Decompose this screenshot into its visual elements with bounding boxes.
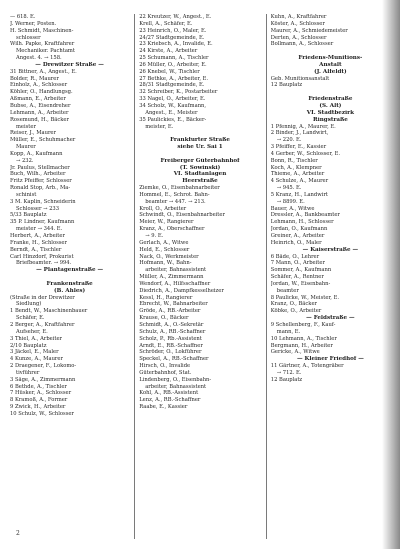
directory-entry: Schröder, O., Lokführer <box>139 349 202 356</box>
directory-entry: Briefbeamter. → 994. <box>16 260 72 267</box>
directory-entry: Sommer, A., Kaufmann <box>270 267 332 274</box>
directory-entry: 5 Kranz, H., Landwirt <box>270 191 328 198</box>
directory-entry: Ebrecht, W., Bahnarbeiter <box>139 301 208 308</box>
directory-entry: Schmidt, A., O.-Sekretär <box>139 321 204 328</box>
directory-entry: → 9. E. <box>145 233 164 239</box>
directory-entry: 2/10 Bauplatz <box>10 342 47 349</box>
directory-entry: Speckel, A., RB.-Schaffner <box>139 356 209 363</box>
directory-entry: 12 Bauplatz <box>270 82 303 89</box>
spacer-line <box>139 130 261 137</box>
directory-entry: Bubse, A., Eisendreher <box>10 102 71 109</box>
directory-entry: 10 Lehmann, A., Tischler <box>270 335 337 342</box>
directory-entry: Buch, Wilh., Arbeiter <box>10 171 66 178</box>
directory-entry: arbeiter, Bahnassistent <box>145 267 207 274</box>
spacer-line <box>271 48 390 55</box>
directory-entry: Müller, A., Zimmermann <box>139 274 204 281</box>
directory-entry: Hofmann, W., Bahn- <box>139 260 192 267</box>
directory-entry: Hirsch, O., Invalide <box>139 363 191 370</box>
directory-entry: Bollmann, A., Schlosser <box>270 41 334 48</box>
directory-entry: 2 Berger, A., Kraftfahrer <box>10 321 75 328</box>
directory-entry: Krell, A., Schäfer, E. <box>139 20 193 27</box>
directory-entry: H. Schmidt, Maschinen- <box>10 27 74 34</box>
section-heading: siehe Ur. Sai 1 <box>177 144 223 151</box>
directory-entry: 4 Kunze, A., Maurer <box>10 356 63 363</box>
directory-entry: 12 Bauplatz <box>270 376 303 383</box>
directory-entry: Jordan, W., Eisenbahn- <box>270 280 331 287</box>
directory-entry: beamter <box>276 287 299 294</box>
directory-entry: 3 M. Kaplin, Schneiderin <box>10 198 76 205</box>
section-heading: Anstalt <box>319 61 342 68</box>
directory-entry: Lehmann, H., Schlosser <box>270 219 334 226</box>
directory-entry: Angest. 4. → 158. <box>16 55 62 62</box>
directory-entry: Hommel, E., Schrot. Bahn- <box>139 191 210 198</box>
directory-entry: 3 Jäckel, E., Maler <box>10 349 59 356</box>
section-heading: Frankenstraße <box>46 280 93 287</box>
section-heading: Friedens-Munitions- <box>298 55 363 62</box>
directory-entry: 26 Knebel, W., Tischler <box>139 68 200 75</box>
directory-entry: 8 Kramoß, A., Former <box>10 397 68 404</box>
directory-entry: 35 P. Lindner, Kaufmann <box>10 219 75 226</box>
section-heading: — Kleiner Friedhof — <box>296 356 364 363</box>
directory-entry: Rosemund, H., Bäcker <box>10 116 69 123</box>
directory-entry: Wilh. Papke, Kraftfahrer <box>10 41 75 48</box>
directory-entry: Reiser, J., Maurer <box>10 130 56 137</box>
section-heading: Heerstraße <box>182 178 218 185</box>
directory-entry: Kranz, A., Oberschaffner <box>139 226 205 233</box>
directory-entry: Dressler, A., Bankbeamter <box>270 212 340 219</box>
directory-entry: Nack, O., Werkmeister <box>139 253 199 260</box>
directory-entry: Kroll, O., Arbeiter <box>139 205 187 212</box>
directory-entry: meister, E. <box>145 123 174 130</box>
section-heading: (S. Alt) <box>319 102 342 109</box>
directory-entry: Thieme, A., Arbeiter <box>270 171 325 178</box>
column-1 <box>10 14 129 539</box>
directory-entry: Berndt, A., Tischler <box>10 246 62 253</box>
directory-entry: — 618. E. <box>10 14 36 20</box>
spacer-line <box>139 151 261 158</box>
directory-entry: → 220. E. <box>276 137 302 144</box>
directory-entry: Meier, W., Rangierer <box>139 219 194 226</box>
directory-entry: Held, E., Schlosser <box>139 246 190 253</box>
directory-entry: Ronald Stop, Arb., Ma- <box>10 185 71 192</box>
directory-entry: 1 Bendt, W., Maschinenbauer <box>10 308 88 315</box>
directory-entry: Maurer, A., Schmiedemeister <box>270 27 348 34</box>
directory-entry: 4 Schulze, A., Maurer <box>270 178 329 185</box>
directory-entry: Fritz Pfeiffer, Schlosser <box>10 178 72 185</box>
directory-entry: 24 Kirste, A., Arbeiter <box>139 48 198 55</box>
section-heading: VI. Stadtbezirk <box>306 109 354 116</box>
directory-entry: 7 Hüsker, A., Schlosser <box>10 390 72 397</box>
directory-entry: 11 Gärtner, A., Totengräber <box>270 363 344 370</box>
directory-entry: 6 Bäde, O., Lehrer <box>270 253 320 260</box>
directory-entry: Schlosser → 233 <box>16 205 60 212</box>
directory-entry: Carl Hinzdorf, Prokurist <box>10 253 74 260</box>
directory-entry: 6 Bethde, A., Tischler <box>10 383 67 390</box>
section-heading: Frankfurter Straße <box>170 137 230 144</box>
directory-entry: Gericke, A., Witwe <box>270 349 320 356</box>
directory-entry: 10 Schulz, W., Schlosser <box>10 410 74 417</box>
directory-entry: → 712. E. <box>276 369 302 376</box>
spacer-line <box>271 89 390 96</box>
directory-entry: 34 Scholz, W., Kaufmann, <box>139 102 207 109</box>
directory-entry: Güterbahnhof, Stat. <box>139 369 192 376</box>
directory-entry: (Straße in der Drewitzer <box>10 294 75 301</box>
directory-entry: 3 Pfeiffer, E., Kassier <box>270 144 327 151</box>
directory-entry: 32 Schreiber, K., Postarbeiter <box>139 89 218 96</box>
directory-entry: 4 Gerber, W., Schlosser, E. <box>270 150 341 157</box>
directory-entry: mann, E. <box>276 328 301 335</box>
directory-entry: Schäfer, E. <box>16 315 45 322</box>
directory-entry: 3 Thiel, A., Arbeiter <box>10 335 63 342</box>
spacer-line <box>10 274 129 281</box>
section-heading: — Drewitzer Straße — <box>35 61 104 68</box>
section-heading: — Plantagenstraße — <box>36 267 104 274</box>
directory-entry: Franke, H., Schlosser <box>10 239 67 246</box>
directory-entry: 2 Draegener, F., Lokomo- <box>10 363 77 370</box>
directory-entry: Lenz, A., RB.-Schaffner <box>139 397 201 404</box>
directory-entry: 28/31 Stadtgemeinde, E. <box>139 82 205 89</box>
directory-entry: Jr. Paulus, Stellmacher <box>10 164 70 171</box>
directory-entry: Bauer, A., Witwe <box>270 205 315 212</box>
directory-entry: 24/27 Stadtgemeinde, E. <box>139 34 205 41</box>
directory-entry: 9 Zwick, H., Arbeiter <box>10 404 66 411</box>
directory-entry: Aufseher, E. <box>16 328 48 335</box>
directory-entry: 7 Mann, O., Arbeiter <box>270 260 325 267</box>
directory-entry: Köhler, O., Handlungsg. <box>10 89 73 96</box>
directory-entry: 8 Paulicke, W., Meister, E. <box>270 294 340 301</box>
section-heading: — Kaiserstraße — <box>302 246 359 253</box>
directory-entry: Diedrich, A., Dampfkesselheizer <box>139 287 224 294</box>
directory-entry: meister <box>16 123 36 130</box>
directory-entry: Aßmann, E., Arbeiter <box>10 96 66 103</box>
directory-entry: 5/33 Bauplatz <box>10 212 47 219</box>
directory-entry: arbeiter, Bahnassistent <box>145 383 207 390</box>
page-mark: 2 <box>16 530 20 537</box>
directory-entry: 1 Pfennig, A., Maurer, E. <box>270 123 336 130</box>
directory-entry: 9 Schellenberg, F., Kauf- <box>270 321 336 328</box>
directory-entry: Siedlung) <box>16 301 42 308</box>
column-2 <box>134 14 261 539</box>
directory-entry: Herbert, A., Arbeiter <box>10 233 65 239</box>
column-3 <box>266 14 390 539</box>
directory-entry: Greiner, A., Arbeiter <box>270 233 325 239</box>
directory-entry: Krause, O., Bäcker <box>139 315 189 322</box>
directory-entry: → 8899. E. <box>276 198 305 205</box>
directory-entry: 25 Schumann, A., Tischler <box>139 55 209 62</box>
directory-entry: meister → 344. E. <box>16 226 63 233</box>
directory-entry: Derten, A., Schlosser <box>270 34 327 41</box>
directory-entry: Arndt, E., RB.-Schaffner <box>139 342 203 349</box>
directory-entry: Lehmann, A., Arbeiter <box>10 109 69 116</box>
section-heading: — Feldstraße — <box>306 315 355 322</box>
directory-entry: 2 Binder, J., Landwirt, <box>270 130 329 137</box>
directory-entry: Schwindt, O., Eisenbahnarbeiter <box>139 212 225 219</box>
directory-entry: Gröde, A., RB.-Arbeiter <box>139 308 201 315</box>
directory-entry: 3 Säge, A., Zimmermann <box>10 376 76 383</box>
directory-entry: Heinrich, O., Maler <box>270 239 322 246</box>
directory-entry: tivführer <box>16 369 40 376</box>
directory-entry: schinist <box>16 191 37 198</box>
directory-entry: Wendorf, A., Hilfsschaffner <box>139 280 211 287</box>
directory-entry: schlosser <box>16 34 41 41</box>
section-heading: (T. Sowinski) <box>179 164 221 171</box>
directory-entry: 31 Bittner, A., Angest., E. <box>10 68 77 75</box>
directory-entry: Geb. Munitionsanstalt <box>270 75 330 82</box>
directory-entry: Kohl, A., RB.-Assistent <box>139 390 199 397</box>
section-heading: Ringstraße <box>312 116 348 123</box>
directory-entry: Raabe, E., Kassier <box>139 404 188 411</box>
directory-entry: Bolder, R., Maurer <box>10 75 59 82</box>
directory-entry: Kuhn, A., Kraftfahrer <box>270 14 327 20</box>
directory-entry: beamter → 447. → 213. <box>145 198 206 205</box>
directory-entry: 23 Heinrich, O., Maler, E. <box>139 27 207 34</box>
directory-entry: → 232. <box>16 157 34 164</box>
directory-entry: Einholz, A., Schlosser <box>10 82 68 89</box>
section-heading: VI. Stadtanlagen <box>173 171 227 178</box>
directory-entry: Bergmann, H., Arbeiter <box>270 342 333 349</box>
directory-entry: J. Werner, Posten. <box>10 20 57 27</box>
directory-entry: Jordan, O., Kaufmann <box>270 226 328 233</box>
directory-entry: Müller, E., Schuhmacher <box>10 137 76 144</box>
directory-entry: → 945. E. <box>276 185 302 192</box>
section-heading: Freiberger Güterbahnhof <box>160 157 240 164</box>
directory-entry: 22 Kreutzer, W., Angest., E. <box>139 14 212 20</box>
directory-entry: Maurer <box>16 144 36 151</box>
section-heading: Friedenstraße <box>308 96 353 103</box>
directory-entry: Gerlach, A., Witwe <box>139 239 189 246</box>
directory-entry: Schäfer, A., Rentner <box>270 274 324 281</box>
directory-entry: Angest., E., Meister <box>145 109 198 116</box>
directory-entry: Köster, A., Schlosser <box>270 20 325 27</box>
directory-entry: 23 Kriebsch, A., Invalide, E. <box>139 41 213 48</box>
section-heading: (B. Ahles) <box>54 287 86 294</box>
directory-entry: Koch, A., Klempner <box>270 164 322 171</box>
directory-entry: Ziemke, O., Eisenbahnarbeiter <box>139 185 220 192</box>
directory-entry: Schulz, A., RB.-Schaffner <box>139 328 206 335</box>
directory-entry: 35 Paulickies, E., Bäcker- <box>139 116 207 123</box>
directory-entry: Kessl, H., Rangierer <box>139 294 193 301</box>
directory-entry: Scholz, P., Rb.-Assistent <box>139 335 202 342</box>
directory-entry: Lindenberg, O., Eisenbahn- <box>139 376 212 383</box>
directory-entry: Mechaniker. Pachtamt <box>16 48 75 55</box>
directory-entry: Kranz, O., Bäcker <box>270 301 317 308</box>
section-heading: (J. Alfeldt) <box>314 68 347 75</box>
directory-entry: 26 Müller, O., Arbeiter, E. <box>139 61 207 68</box>
directory-entry: 27 Bethke, A., Arbeiter, E. <box>139 75 209 82</box>
directory-entry: Bonn, R., Tischler <box>270 157 318 164</box>
directory-entry: Kopp, A., Kaufmann <box>10 150 63 157</box>
directory-entry: 33 Nagel, O., Arbeiter, E. <box>139 96 206 103</box>
directory-entry: Köbke, O., Arbeiter <box>270 308 322 315</box>
